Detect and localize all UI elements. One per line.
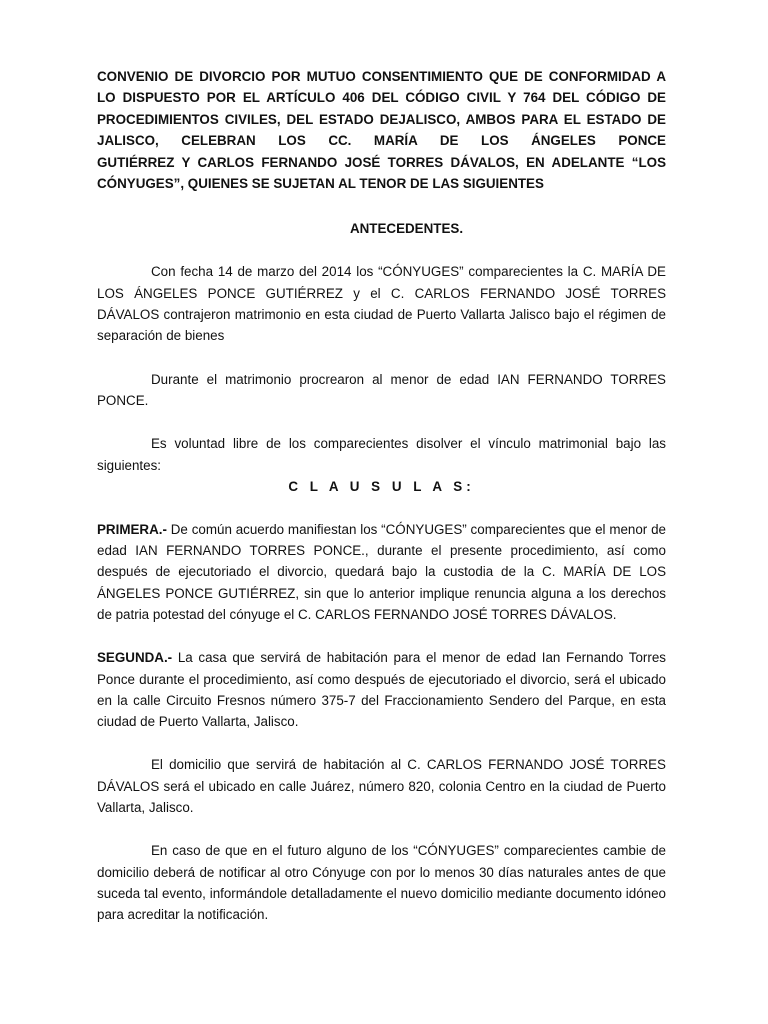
clause-segunda-label: SEGUNDA.-: [97, 650, 173, 666]
clause-segunda: [97, 647, 666, 732]
clausulas-heading: C L A U S U L A S:: [288, 478, 475, 494]
antecedentes-paragraph-1: Con fecha 14 de marzo del 2014 los “CÓNYUGES” comparecientes la C. MARÍA DE LOS ÁNGELES PONCE GUTIÉRREZ y el C. CARLOS FERNANDO JOSÉ TORRES DÁVALOS contrajeron matrimonio en esta ciudad de Puerto Vallarta Jalisco bajo el régimen de separación de bienes: [97, 264, 666, 344]
antecedentes-paragraph-2: Durante el matrimonio procrearon al menor de edad IAN FERNANDO TORRES PONCE.: [97, 371, 666, 408]
clause-primera: [97, 519, 666, 625]
document-body: [97, 66, 666, 926]
title-line-1: CONVENIO DE DIVORCIO POR MUTUO CONSENTIMIENTO QUE DE CONFORMIDAD A LO DISPUESTO POR EL ARTÍCULO 406 DEL CÓDIGO CIVIL Y 764 DEL CÓDIGO DE PROCEDIMIENTOS CIVILES, DEL ESTADO DEJALISCO, AMBOS PARA EL ESTADO DE JALISCO, CELEBRAN LOS CC. MARÍA DE LOS ÁNGELES PONCE: [97, 69, 666, 149]
cambio-domicilio-paragraph: En caso de que en el futuro alguno de los “CÓNYUGES” comparecientes cambie de domicilio deberá de notificar al otro Cónyuge con por lo menos 30 días naturales antes de que suceda tal evento, informándole detalladamente el nuevo domicilio mediante documento idóneo para acreditar la notificación.: [97, 843, 666, 923]
clause-segunda-text: La casa que servirá de habitación para el menor de edad Ian Fernando Torres Ponce durante el procedimiento, así como después de ejecutoriado el divorcio, será el ubicado en la calle Circuito Fresnos número 375-7 del Fraccionamiento Sendero del Parque, en esta ciudad de Puerto Vallarta, Jalisco.: [97, 650, 666, 730]
title-line-2: GUTIÉRREZ Y CARLOS FERNANDO JOSÉ TORRES DÁVALOS, EN ADELANTE “LOS CÓNYUGES”, QUIENES SE SUJETAN AL TENOR DE LAS SIGUIENTES: [97, 154, 666, 192]
antecedentes-heading: ANTECEDENTES.: [349, 221, 464, 237]
document-title: [97, 66, 666, 194]
clause-primera-text: De común acuerdo manifiestan los “CÓNYUGES” comparecientes que el menor de edad IAN FERNANDO TORRES PONCE., durante el presente procedimiento, así como después de ejecutoriado el divorcio, quedará bajo la custodia de la C. MARÍA DE LOS ÁNGELES PONCE GUTIÉRREZ, sin que lo anterior implique renuncia alguna a los derechos de patria potestad del cónyuge el C. CARLOS FERNANDO JOSÉ TORRES DÁVALOS.: [97, 521, 666, 622]
antecedentes-paragraph-3: Es voluntad libre de los comparecientes disolver el vínculo matrimonial bajo las siguientes:: [97, 436, 666, 473]
domicilio-paragraph: El domicilio que servirá de habitación al C. CARLOS FERNANDO JOSÉ TORRES DÁVALOS será el ubicado en calle Juárez, número 820, colonia Centro en la ciudad de Puerto Vallarta, Jalisco.: [97, 757, 666, 816]
clause-primera-label: PRIMERA.-: [97, 521, 167, 537]
